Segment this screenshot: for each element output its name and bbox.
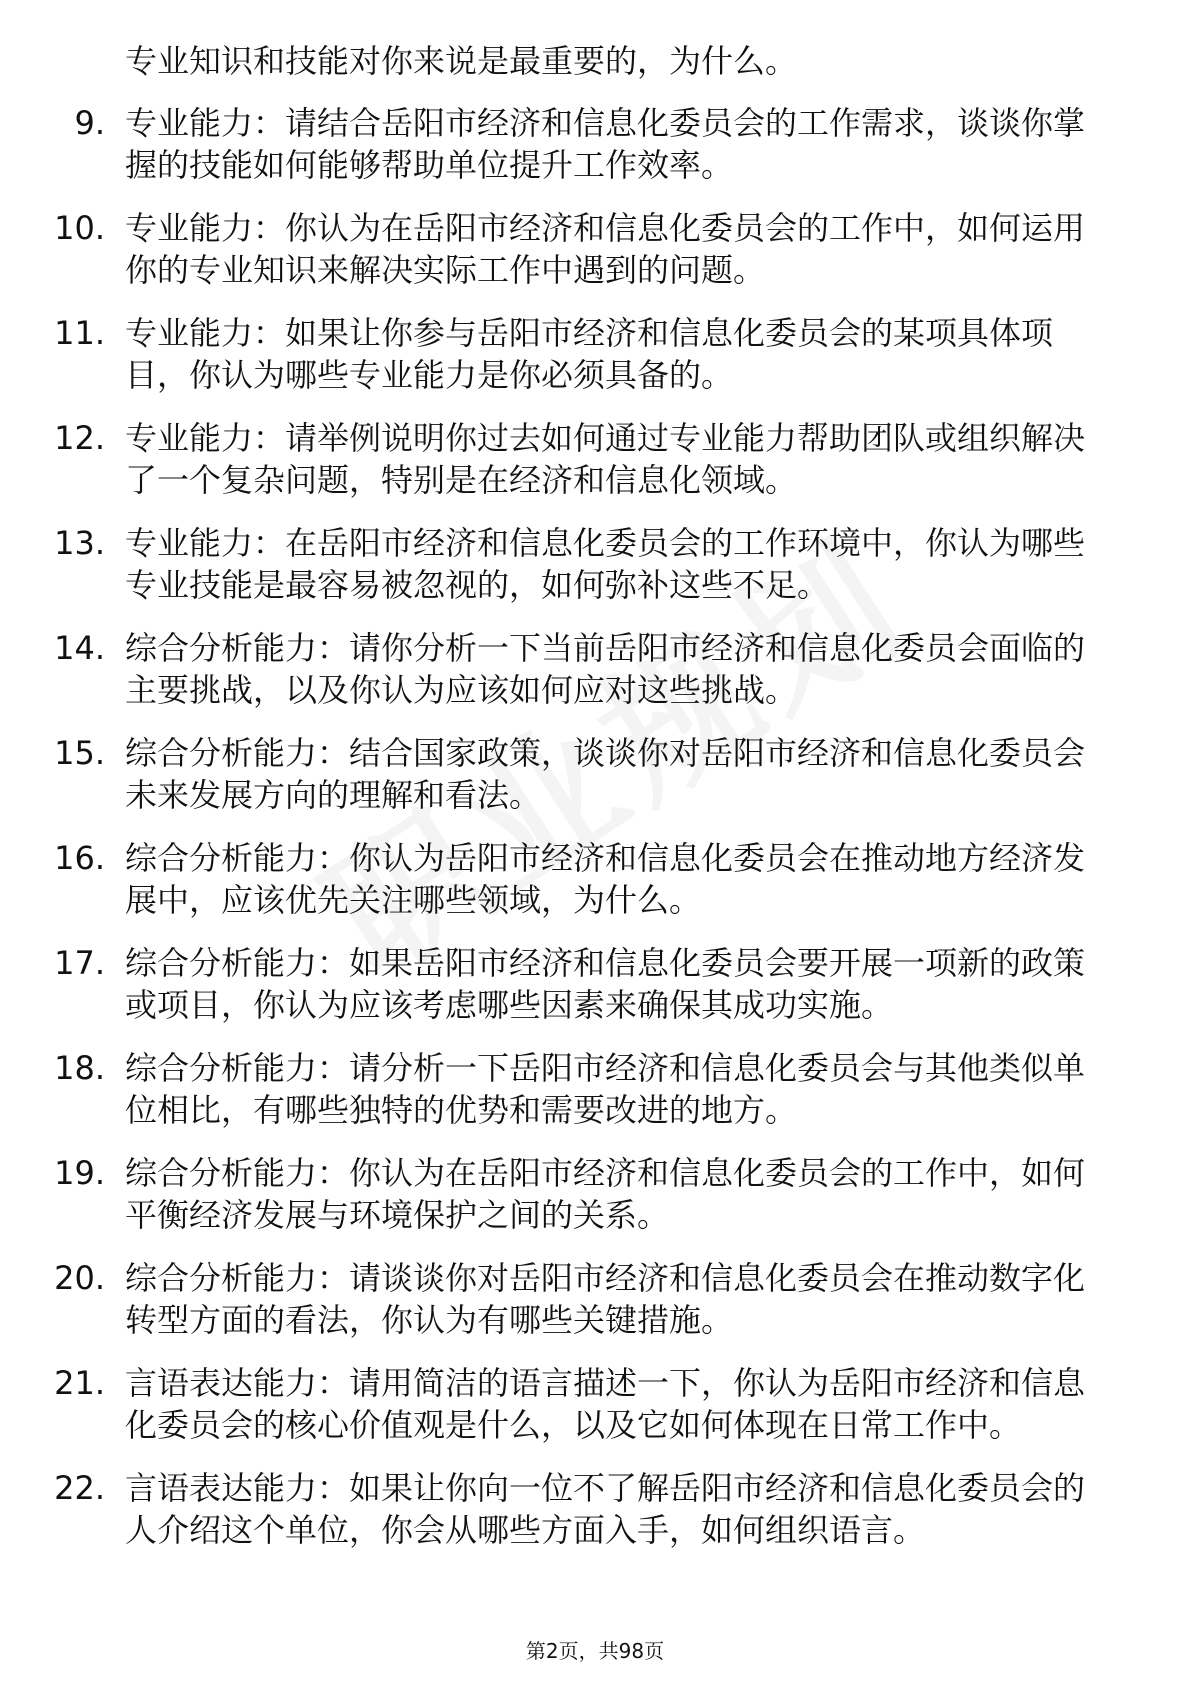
question-text: 综合分析能力：请谈谈你对岳阳市经济和信息化委员会在推动数字化转型方面的看法，你认为有哪些关键措施。 — [125, 1259, 1086, 1339]
question-number: 20. — [54, 1259, 105, 1297]
question-number: 14. — [54, 629, 105, 667]
question-text: 综合分析能力：你认为岳阳市经济和信息化委员会在推动地方经济发展中，应该优先关注哪些领域，为什么。 — [125, 839, 1086, 919]
question-item — [0, 312, 1190, 396]
question-item — [0, 732, 1190, 816]
question-item — [0, 1047, 1190, 1131]
question-number: 18. — [54, 1049, 105, 1087]
question-number: 13. — [54, 524, 105, 562]
question-list — [0, 102, 1190, 1551]
question-text: 综合分析能力：你认为在岳阳市经济和信息化委员会的工作中，如何平衡经济发展与环境保护之间的关系。 — [125, 1154, 1086, 1234]
question-text: 综合分析能力：如果岳阳市经济和信息化委员会要开展一项新的政策或项目，你认为应该考虑哪些因素来确保其成功实施。 — [125, 944, 1086, 1024]
question-text: 专业能力：你认为在岳阳市经济和信息化委员会的工作中，如何运用你的专业知识来解决实际工作中遇到的问题。 — [125, 209, 1086, 289]
question-text: 综合分析能力：结合国家政策，谈谈你对岳阳市经济和信息化委员会未来发展方向的理解和看法。 — [125, 734, 1086, 814]
question-item — [0, 207, 1190, 291]
question-text: 专业能力：请举例说明你过去如何通过专业能力帮助团队或组织解决了一个复杂问题，特别是在经济和信息化领域。 — [125, 419, 1086, 499]
question-item — [0, 942, 1190, 1026]
question-number: 12. — [54, 419, 105, 457]
question-text: 言语表达能力：如果让你向一位不了解岳阳市经济和信息化委员会的人介绍这个单位，你会从哪些方面入手，如何组织语言。 — [125, 1469, 1086, 1549]
question-item — [0, 837, 1190, 921]
question-number: 17. — [54, 944, 105, 982]
question-text: 专业能力：如果让你参与岳阳市经济和信息化委员会的某项具体项目，你认为哪些专业能力是你必须具备的。 — [125, 314, 1054, 394]
question-number: 10. — [54, 209, 105, 247]
question-text: 言语表达能力：请用简洁的语言描述一下，你认为岳阳市经济和信息化委员会的核心价值观是什么，以及它如何体现在日常工作中。 — [125, 1364, 1086, 1444]
question-item — [0, 1362, 1190, 1446]
question-item — [0, 1467, 1190, 1551]
question-number: 22. — [54, 1469, 105, 1507]
question-item — [0, 1257, 1190, 1341]
question-number: 9. — [74, 104, 105, 142]
question-item — [0, 627, 1190, 711]
page-content — [0, 40, 1190, 1572]
question-number: 15. — [54, 734, 105, 772]
page-footer: 第2页，共98页 — [525, 1639, 665, 1663]
question-text: 专业能力：在岳阳市经济和信息化委员会的工作环境中，你认为哪些专业技能是最容易被忽视的，如何弥补这些不足。 — [125, 524, 1086, 604]
question-item — [0, 417, 1190, 501]
question-number: 16. — [54, 839, 105, 877]
question-text: 综合分析能力：请分析一下岳阳市经济和信息化委员会与其他类似单位相比，有哪些独特的优势和需要改进的地方。 — [125, 1049, 1086, 1129]
question-number: 19. — [54, 1154, 105, 1192]
question-text: 专业能力：请结合岳阳市经济和信息化委员会的工作需求，谈谈你掌握的技能如何能够帮助单位提升工作效率。 — [125, 104, 1086, 184]
question-item — [0, 1152, 1190, 1236]
question-item — [0, 522, 1190, 606]
question-number: 11. — [54, 314, 105, 352]
continuation-text: 专业知识和技能对你来说是最重要的，为什么。 — [125, 42, 798, 80]
question-item — [0, 102, 1190, 186]
question-number: 21. — [54, 1364, 105, 1402]
question-text: 综合分析能力：请你分析一下当前岳阳市经济和信息化委员会面临的主要挑战，以及你认为应该如何应对这些挑战。 — [125, 629, 1086, 709]
